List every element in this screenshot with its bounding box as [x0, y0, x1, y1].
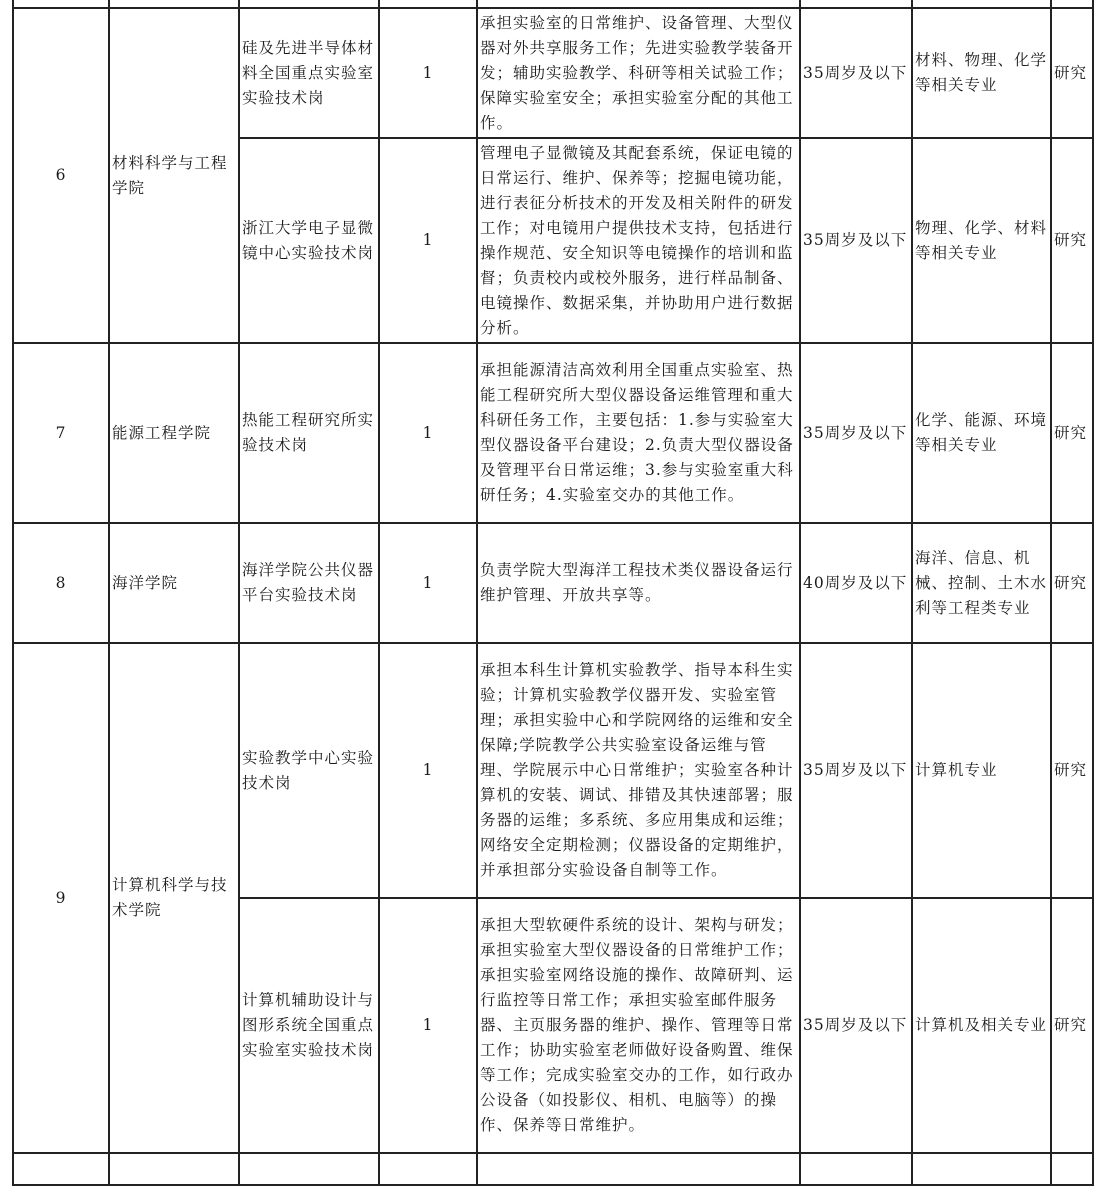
education-cell: 研究 [1051, 8, 1093, 138]
education-cell: 研究 [1051, 523, 1093, 643]
major-cell: 材料、物理、化学等相关专业 [912, 8, 1051, 138]
count-cell: 1 [379, 138, 477, 343]
row-number: 8 [13, 523, 109, 643]
table-row [13, 8, 1093, 138]
table-row-next-stub [13, 1153, 1093, 1185]
table-row [13, 523, 1093, 643]
count-cell: 1 [379, 343, 477, 523]
row-number: 6 [13, 8, 109, 343]
major-cell: 物理、化学、材料等相关专业 [912, 138, 1051, 343]
major-cell: 计算机及相关专业 [912, 898, 1051, 1153]
education-cell: 研究 [1051, 643, 1093, 898]
post-cell: 海洋学院公共仪器平台实验技术岗 [239, 523, 379, 643]
education-cell: 研究 [1051, 138, 1093, 343]
duties-cell: 承担大型软硬件系统的设计、架构与研发；承担实验室大型仪器设备的日常维护工作；承担实验室网络设施的操作、故障研判、运行监控等日常工作；承担实验室邮件服务器、主页服务器的维护、操作、管理等日常工作；协助实验室老师做好设备购置、维保等工作；完成实验室交办的工作，如行政办公设备（如投影仪、相机、电脑等）的操作、保养等日常维护。 [477, 898, 800, 1153]
post-cell: 浙江大学电子显微镜中心实验技术岗 [239, 138, 379, 343]
age-cell: 35周岁及以下 [800, 643, 912, 898]
age-cell: 35周岁及以下 [800, 8, 912, 138]
post-cell: 实验教学中心实验技术岗 [239, 643, 379, 898]
age-cell: 35周岁及以下 [800, 138, 912, 343]
major-cell: 计算机专业 [912, 643, 1051, 898]
row-number: 7 [13, 343, 109, 523]
duties-cell: 承担能源清洁高效利用全国重点实验室、热能工程研究所大型仪器设备运维管理和重大科研任务工作，主要包括：1.参与实验室大型仪器设备平台建设；2.负责大型仪器设备及管理平台日常运维；3.参与实验室重大科研任务；4.实验室交办的其他工作。 [477, 343, 800, 523]
age-cell: 35周岁及以下 [800, 898, 912, 1153]
count-cell: 1 [379, 643, 477, 898]
school-cell: 材料科学与工程学院 [109, 8, 239, 343]
post-cell: 硅及先进半导体材料全国重点实验室实验技术岗 [239, 8, 379, 138]
count-cell: 1 [379, 898, 477, 1153]
table-row [13, 343, 1093, 523]
post-cell: 热能工程研究所实验技术岗 [239, 343, 379, 523]
age-cell: 35周岁及以下 [800, 343, 912, 523]
recruitment-table [12, 0, 1094, 1186]
age-cell: 40周岁及以下 [800, 523, 912, 643]
duties-cell: 承担实验室的日常维护、设备管理、大型仪器对外共享服务工作；先进实验教学装备开发；辅助实验教学、科研等相关试验工作；保障实验室安全；承担实验室分配的其他工作。 [477, 8, 800, 138]
count-cell: 1 [379, 523, 477, 643]
table-row [13, 643, 1093, 898]
table-row-previous-stub [13, 0, 1093, 8]
major-cell: 化学、能源、环境等相关专业 [912, 343, 1051, 523]
school-cell: 能源工程学院 [109, 343, 239, 523]
duties-cell: 管理电子显微镜及其配套系统，保证电镜的日常运行、维护、保养等；挖掘电镜功能，进行表征分析技术的开发及相关附件的研发工作；对电镜用户提供技术支持，包括进行操作规范、安全知识等电镜操作的培训和监督；负责校内或校外服务，进行样品制备、电镜操作、数据采集，并协助用户进行数据分析。 [477, 138, 800, 343]
major-cell: 海洋、信息、机械、控制、土木水利等工程类专业 [912, 523, 1051, 643]
education-cell: 研究 [1051, 898, 1093, 1153]
education-cell: 研究 [1051, 343, 1093, 523]
school-cell: 计算机科学与技术学院 [109, 643, 239, 1153]
count-cell: 1 [379, 8, 477, 138]
row-number: 9 [13, 643, 109, 1153]
duties-cell: 负责学院大型海洋工程技术类仪器设备运行维护管理、开放共享等。 [477, 523, 800, 643]
school-cell: 海洋学院 [109, 523, 239, 643]
post-cell: 计算机辅助设计与图形系统全国重点实验室实验技术岗 [239, 898, 379, 1153]
duties-cell: 承担本科生计算机实验教学、指导本科生实验；计算机实验教学仪器开发、实验室管理；承担实验中心和学院网络的运维和安全保障;学院教学公共实验室设备运维与管理、学院展示中心日常维护；实验室各种计算机的安装、调试、排错及其快速部署；服务器的运维；多系统、多应用集成和运维；网络安全定期检测；仪器设备的定期维护，并承担部分实验设备自制等工作。 [477, 643, 800, 898]
